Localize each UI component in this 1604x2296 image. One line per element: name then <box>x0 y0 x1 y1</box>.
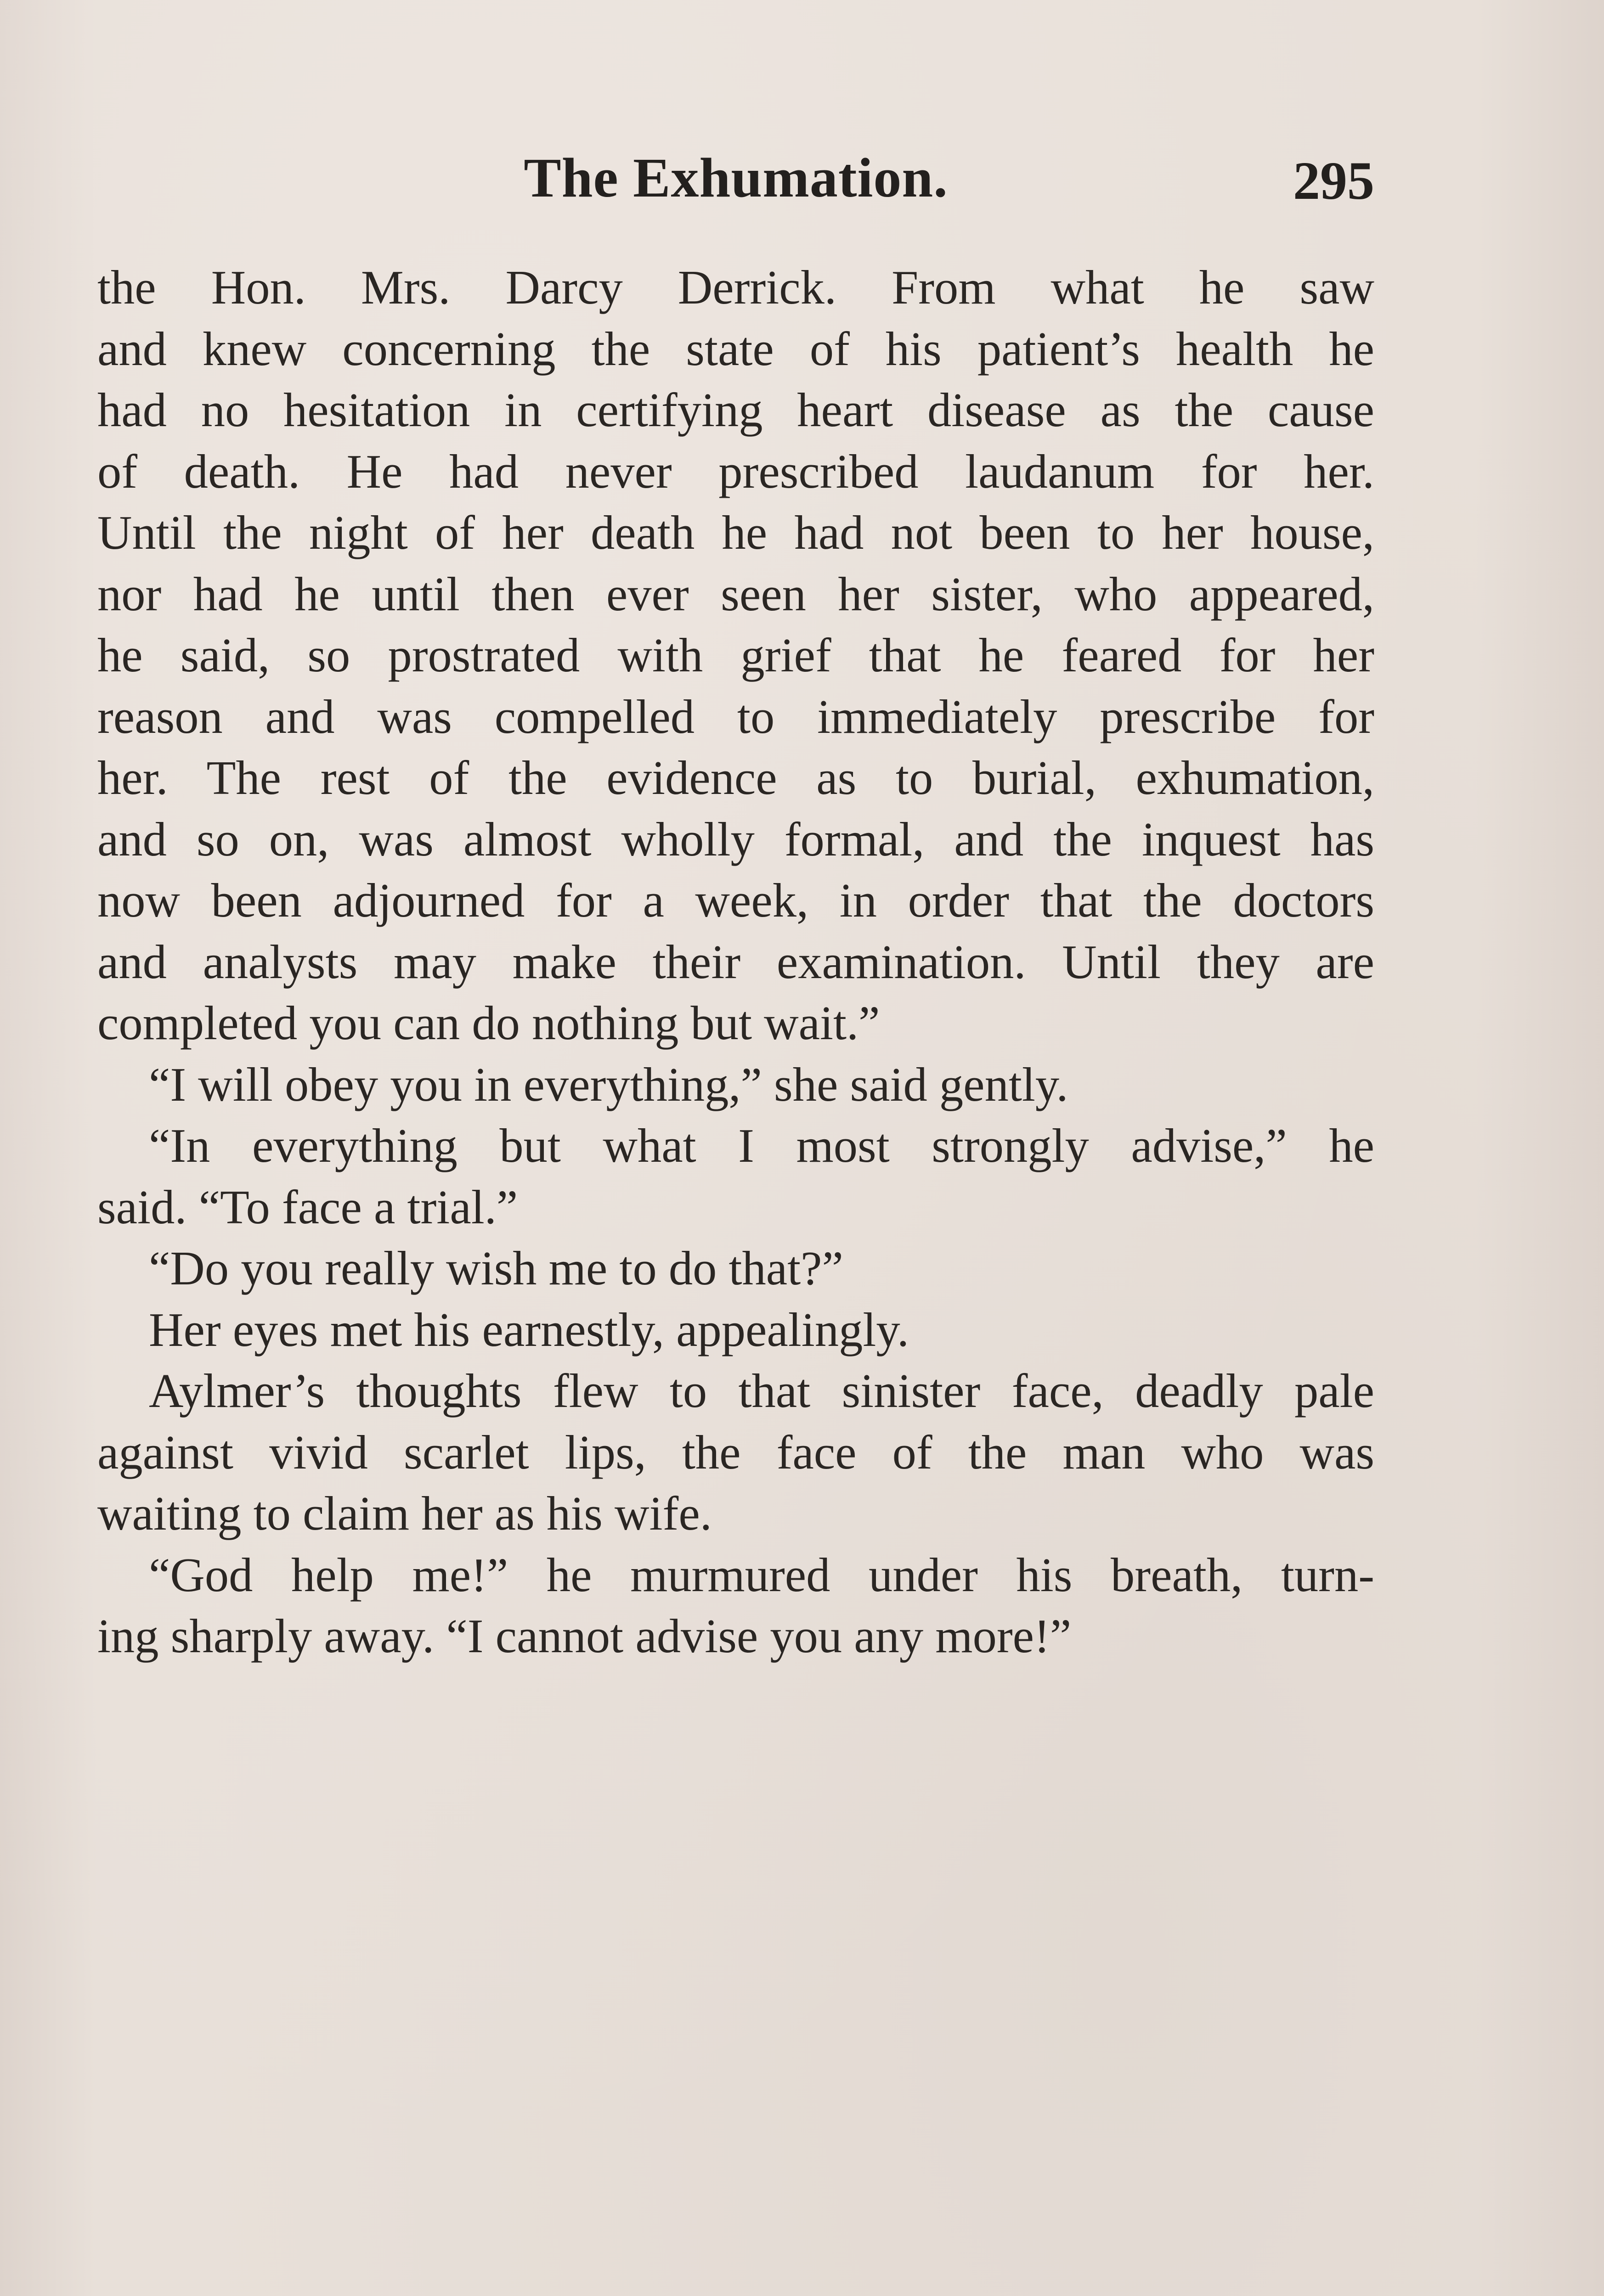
text-line: “I will obey you in everything,” she said gently. <box>149 1058 1068 1111</box>
text-line: had no hesitation in certifying heart disease as the cause <box>97 383 1374 437</box>
text-line: and knew concerning the state of his patient’s health he <box>97 322 1374 376</box>
text-line: completed you can do nothing but wait.” <box>97 996 880 1050</box>
text-line: now been adjourned for a week, in order that the doctors <box>97 874 1374 927</box>
running-head <box>97 146 1374 215</box>
text-line: nor had he until then ever seen her sister, who appeared, <box>97 567 1374 621</box>
text-line: Aylmer’s thoughts flew to that sinister face, deadly pale <box>149 1364 1374 1418</box>
text-line: “God help me!” he murmured under his breath, turn- <box>149 1548 1374 1602</box>
text-line: waiting to claim her as his wife. <box>97 1487 712 1540</box>
text-line: her. The rest of the evidence as to burial, exhumation, <box>97 751 1374 805</box>
text-line: reason and was compelled to immediately prescribe for <box>97 690 1374 743</box>
running-title: The Exhumation. <box>524 147 948 209</box>
body-text <box>97 257 1374 1667</box>
text-line: “In everything but what I most strongly advise,” he <box>149 1119 1374 1172</box>
text-line: the Hon. Mrs. Darcy Derrick. From what he saw <box>97 261 1374 314</box>
text-line: said. “To face a trial.” <box>97 1180 518 1234</box>
text-line: “Do you really wish me to do that?” <box>149 1242 843 1295</box>
page-number: 295 <box>1293 151 1374 211</box>
text-line: of death. He had never prescribed laudanum for her. <box>97 445 1374 498</box>
text-line: he said, so prostrated with grief that he feared for her <box>97 629 1374 682</box>
text-line: Her eyes met his earnestly, appealingly. <box>149 1303 909 1356</box>
text-line: ing sharply away. “I cannot advise you any more!” <box>97 1609 1072 1663</box>
text-line: against vivid scarlet lips, the face of the man who was <box>97 1425 1374 1479</box>
text-line: and so on, was almost wholly formal, and the inquest has <box>97 812 1374 866</box>
text-line: and analysts may make their examination. Until they are <box>97 935 1374 989</box>
text-line: Until the night of her death he had not been to her house, <box>97 506 1374 559</box>
